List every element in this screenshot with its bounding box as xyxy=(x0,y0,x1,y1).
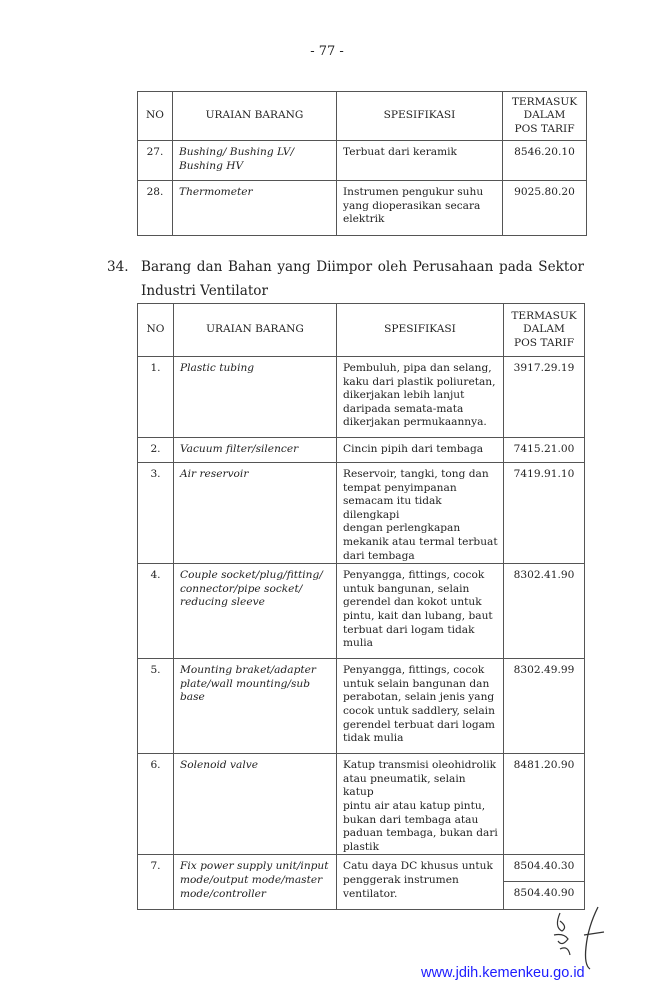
row-no: 27. xyxy=(138,141,173,181)
row-spesifikasi: Terbuat dari keramik xyxy=(337,141,503,181)
table-row xyxy=(138,181,587,236)
row-uraian: Air reservoir xyxy=(174,463,337,564)
row-tarif: 8481.20.90 xyxy=(504,754,585,855)
row-tarif: 7419.91.10 xyxy=(504,463,585,564)
row-uraian: Couple socket/plug/fitting/ connector/pipe socket/ reducing sleeve xyxy=(174,564,337,659)
row-tarif: 8546.20.10 xyxy=(503,141,587,181)
row-uraian: Thermometer xyxy=(173,181,337,236)
row-no: 7. xyxy=(138,855,174,910)
row-uraian: Solenoid valve xyxy=(174,754,337,855)
row-uraian: Vacuum filter/silencer xyxy=(174,438,337,463)
row-tarif: 7415.21.00 xyxy=(504,438,585,463)
section-title-line1: Barang dan Bahan yang Diimpor oleh Perusahaan pada Sektor xyxy=(141,259,584,275)
header-uraian: URAIAN BARANG xyxy=(174,304,337,357)
row-spesifikasi: Cincin pipih dari tembaga xyxy=(337,438,504,463)
row-tarif: 9025.80.20 xyxy=(503,181,587,236)
page-number: - 77 - xyxy=(310,44,344,59)
section-number: 34. xyxy=(107,259,129,275)
table-continued xyxy=(137,91,587,236)
table-ventilator xyxy=(137,303,585,910)
header-tarif: TERMASUK DALAM POS TARIF xyxy=(503,92,587,141)
row-no: 5. xyxy=(138,659,174,754)
header-spesifikasi: SPESIFIKASI xyxy=(337,304,504,357)
row-spesifikasi: Instrumen pengukur suhu yang dioperasikan secara elektrik xyxy=(337,181,503,236)
table-row xyxy=(138,754,585,855)
row-no: 3. xyxy=(138,463,174,564)
row-spesifikasi: Penyangga, fittings, cocok untuk selain bangunan dan perabotan, selain jenis yang cocok untuk saddlery, selain gerendel terbuat dari logam tidak mulia xyxy=(337,659,504,754)
header-no: NO xyxy=(138,304,174,357)
row-spesifikasi: Pembuluh, pipa dan selang, kaku dari plastik poliuretan, dikerjakan lebih lanjut daripada semata-mata dikerjakan permukaannya. xyxy=(337,357,504,438)
table-row xyxy=(138,357,585,438)
table-row xyxy=(138,141,587,181)
section-title-line2: Industri Ventilator xyxy=(141,283,268,299)
header-uraian: URAIAN BARANG xyxy=(173,92,337,141)
table-header-row xyxy=(138,304,585,357)
row-no: 1. xyxy=(138,357,174,438)
row-tarif: 8302.41.90 xyxy=(504,564,585,659)
row-no: 6. xyxy=(138,754,174,855)
header-tarif: TERMASUK DALAM POS TARIF xyxy=(504,304,585,357)
table-row xyxy=(138,855,585,882)
row-spesifikasi: Penyangga, fittings, cocok untuk bangunan, selain gerendel dan kokot untuk pintu, kait dan lubang, baut terbuat dari logam tidak mulia xyxy=(337,564,504,659)
row-tarif: 8504.40.30 xyxy=(504,855,585,882)
row-no: 4. xyxy=(138,564,174,659)
header-spesifikasi: SPESIFIKASI xyxy=(337,92,503,141)
row-spesifikasi: Catu daya DC khusus untuk penggerak instrumen ventilator. xyxy=(337,855,504,910)
row-tarif: 8302.49.99 xyxy=(504,659,585,754)
row-uraian: Mounting braket/adapter plate/wall mounting/sub base xyxy=(174,659,337,754)
row-no: 2. xyxy=(138,438,174,463)
table-row xyxy=(138,659,585,754)
footer-url-link[interactable]: www.jdih.kemenkeu.go.id xyxy=(421,965,585,981)
row-spesifikasi: Reservoir, tangki, tong dan tempat penyimpanan semacam itu tidak dilengkapi dengan perlengkapan mekanik atau termal terbuat dari tembaga xyxy=(337,463,504,564)
row-spesifikasi: Katup transmisi oleohidrolik atau pneumatik, selain katup pintu air atau katup pintu, bukan dari tembaga atau paduan tembaga, bukan dari plastik xyxy=(337,754,504,855)
row-uraian: Bushing/ Bushing LV/ Bushing HV xyxy=(173,141,337,181)
table-header-row xyxy=(138,92,587,141)
table-row xyxy=(138,564,585,659)
row-uraian: Fix power supply unit/input mode/output mode/master mode/controller xyxy=(174,855,337,910)
header-no: NO xyxy=(138,92,173,141)
table-row xyxy=(138,463,585,564)
row-tarif-2: 8504.40.90 xyxy=(504,882,585,910)
row-no: 28. xyxy=(138,181,173,236)
table-row xyxy=(138,438,585,463)
row-uraian: Plastic tubing xyxy=(174,357,337,438)
row-tarif: 3917.29.19 xyxy=(504,357,585,438)
